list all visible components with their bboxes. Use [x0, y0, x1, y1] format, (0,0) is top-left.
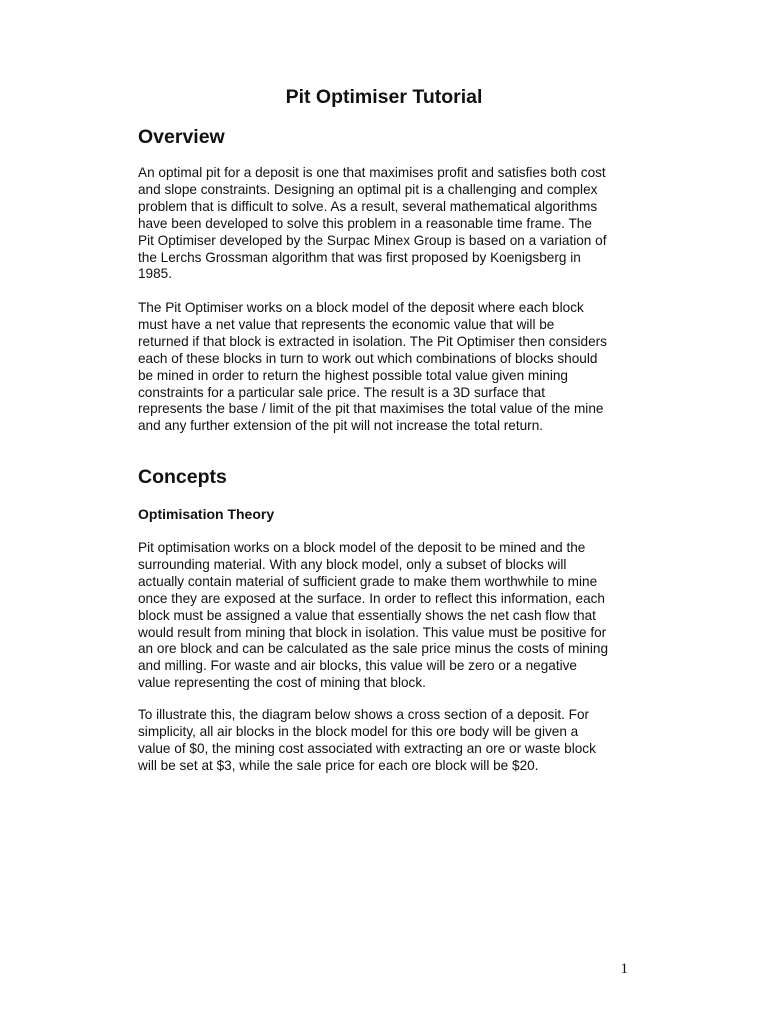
text-line: each of these blocks in turn to work out which combinations of blocks should	[138, 350, 598, 366]
subheading-optimisation-theory: Optimisation Theory	[138, 506, 275, 522]
text-line: and milling. For waste and air blocks, this value will be zero or a negative	[138, 658, 577, 674]
page-number: 1	[620, 961, 628, 977]
text-line: returned if that block is extracted in isolation. The Pit Optimiser then considers	[138, 333, 607, 349]
text-line: represents the base / limit of the pit that maximises the total value of the mine	[138, 401, 604, 417]
text-line: the Lerchs Grossman algorithm that was first proposed by Koenigsberg in	[138, 249, 581, 265]
text-line: value of $0, the mining cost associated with extracting an ore or waste block	[138, 740, 596, 756]
concepts-paragraph-1	[138, 540, 638, 692]
text-line: have been developed to solve this problem in a reasonable time frame. The	[138, 215, 592, 231]
text-line: once they are exposed at the surface. In order to reflect this information, each	[138, 590, 605, 606]
text-line: must have a net value that represents the economic value that will be	[138, 316, 555, 332]
text-line: The Pit Optimiser works on a block model of the deposit where each block	[138, 300, 584, 315]
text-line: would result from mining that block in isolation. This value must be positive for	[138, 624, 607, 640]
text-line: and any further extension of the pit will not increase the total return.	[138, 418, 544, 434]
text-line: To illustrate this, the diagram below shows a cross section of a deposit. For	[138, 707, 590, 722]
section-heading-overview: Overview	[138, 126, 225, 148]
text-line: constraints for a particular sale price. The result is a 3D surface that	[138, 384, 545, 400]
text-line: surrounding material. With any block model, only a subset of blocks will	[138, 556, 567, 572]
text-line: Pit optimisation works on a block model of the deposit to be mined and the	[138, 540, 586, 555]
text-line: value representing the cost of mining that block.	[138, 675, 426, 691]
concepts-paragraph-2	[138, 707, 638, 775]
text-line: an ore block and can be calculated as the sale price minus the costs of mining	[138, 641, 609, 657]
overview-paragraph-2	[138, 300, 638, 435]
text-line: and slope constraints. Designing an optimal pit is a challenging and complex	[138, 181, 598, 197]
document-title: Pit Optimiser Tutorial	[285, 86, 483, 108]
text-line: be mined in order to return the highest possible total value given mining	[138, 367, 568, 383]
section-heading-concepts: Concepts	[138, 466, 227, 488]
text-line: actually contain material of sufficient grade to make them worthwhile to mine	[138, 573, 598, 589]
text-line: Pit Optimiser developed by the Surpac Minex Group is based on a variation of	[138, 232, 607, 248]
text-line: simplicity, all air blocks in the block model for this ore body will be given a	[138, 723, 579, 739]
text-line: problem that is difficult to solve. As a result, several mathematical algorithms	[138, 198, 598, 214]
text-line: block must be assigned a value that essentially shows the net cash flow that	[138, 607, 596, 623]
text-line: An optimal pit for a deposit is one that maximises profit and satisfies both cost	[138, 165, 606, 180]
overview-paragraph-1	[138, 165, 638, 283]
text-line: 1985.	[138, 266, 173, 282]
text-line: will be set at $3, while the sale price for each ore block will be $20.	[138, 757, 539, 773]
